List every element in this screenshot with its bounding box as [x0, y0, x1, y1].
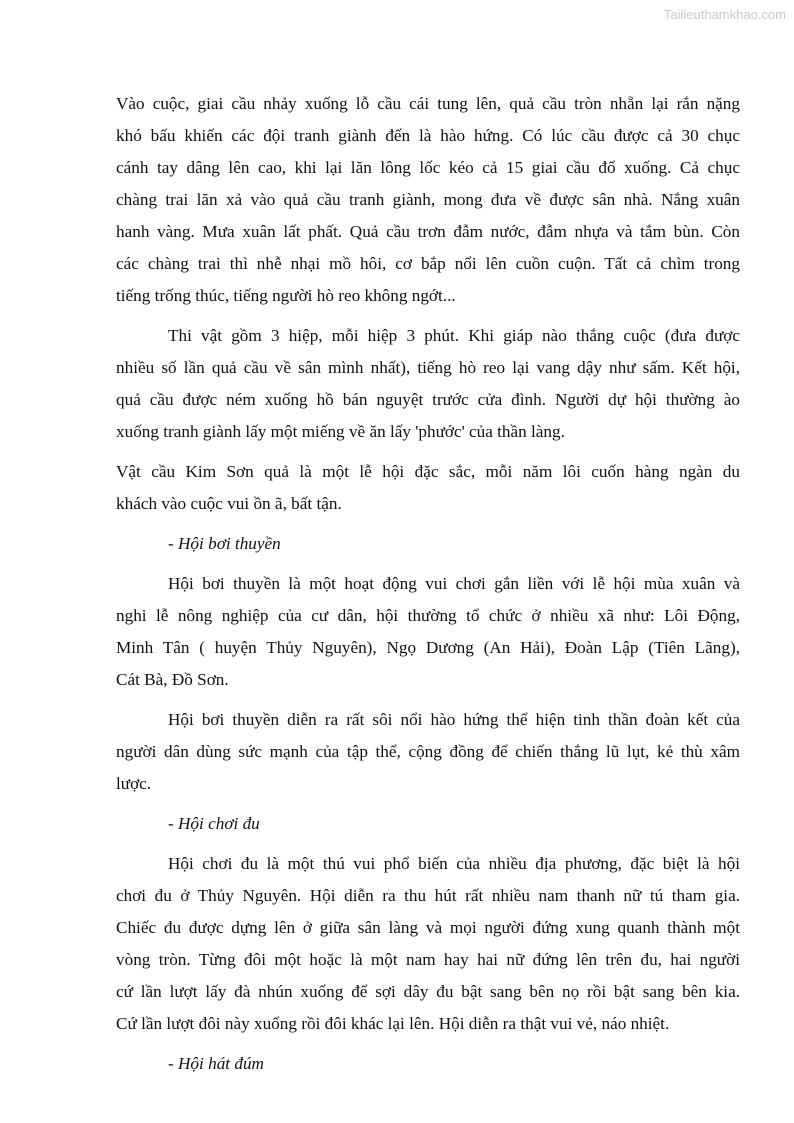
text-line: chàng trai lăn xả vào quả cầu tranh giành, mong đưa về được sân nhà. Nắng xuân: [116, 190, 740, 209]
section-heading-hoi-boi-thuyen: - Hội bơi thuyền: [168, 534, 281, 553]
text-line: khó bấu khiến các đội tranh giành đến là hào hứng. Có lúc cầu được cả 30 chục: [116, 126, 740, 145]
text-line: Hội bơi thuyền là một hoạt động vui chơi gắn liền với lễ hội mùa xuân và: [168, 574, 740, 593]
text-line: khách vào cuộc vui ồn ã, bất tận.: [116, 494, 342, 513]
paragraph-hoi-choi-du: [116, 848, 740, 1040]
text-line: Vật cầu Kim Sơn quả là một lễ hội đặc sắc, mỗi năm lôi cuốn hàng ngàn du: [116, 462, 740, 481]
text-line: nhiều số lần quả cầu về sân mình nhất), tiếng hò reo lại vang dậy như sấm. Kết hội,: [116, 358, 740, 377]
text-line: hanh vàng. Mưa xuân lất phất. Quả cầu trơn đẫm nước, đẫm nhựa và tắm bùn. Còn: [116, 222, 740, 241]
paragraph-hoi-boi-thuyen-spirit: [116, 704, 740, 800]
paragraph-vat-cau-description: [116, 88, 740, 312]
text-line: xuống tranh giành lấy một miếng về ăn lấy 'phước' của thần làng.: [116, 422, 565, 441]
text-line: Vào cuộc, giai cầu nhảy xuống lỗ cầu cái tung lên, quả cầu tròn nhẵn lại rắn nặng: [116, 94, 740, 113]
text-line: Chiếc đu được dựng lên ở giữa sân làng và mọi người đứng xung quanh thành một: [116, 918, 740, 937]
text-line: quả cầu được ném xuống hồ bán nguyệt trước cửa đình. Người dự hội thường ào: [116, 390, 740, 409]
watermark: Tailieuthamkhao.com: [663, 7, 786, 22]
text-line: Cát Bà, Đồ Sơn.: [116, 670, 229, 689]
text-line: tiếng trống thúc, tiếng người hò reo không ngớt...: [116, 286, 456, 305]
paragraph-thi-vat: [116, 320, 740, 448]
text-line: Thi vật gồm 3 hiệp, mỗi hiệp 3 phút. Khi giáp nào thắng cuộc (đưa được: [168, 326, 740, 345]
text-line: Cứ lần lượt đôi này xuống rồi đôi khác lại lên. Hội diễn ra thật vui vẻ, náo nhiệt.: [116, 1014, 670, 1033]
section-heading-hoi-hat-dum: - Hội hát đúm: [168, 1054, 264, 1073]
section-heading-hoi-choi-du: - Hội chơi đu: [168, 814, 260, 833]
text-line: người dân dùng sức mạnh của tập thể, cộng đồng để chiến thắng lũ lụt, kẻ thù xâm: [116, 742, 740, 761]
paragraph-vat-cau-kim-son: [94, 456, 740, 520]
paragraph-hoi-boi-thuyen-intro: [116, 568, 740, 696]
text-line: các chàng trai thì nhễ nhại mồ hôi, cơ bắp nổi lên cuồn cuộn. Tất cả chìm trong: [116, 254, 740, 273]
text-line: vòng tròn. Từng đôi một hoặc là một nam hay hai nữ đứng lên trên đu, hai người: [116, 950, 740, 969]
text-line: lược.: [116, 774, 152, 793]
document-page: [116, 88, 740, 1088]
text-line: chơi đu ở Thủy Nguyên. Hội diễn ra thu hút rất nhiều nam thanh nữ tú tham gia.: [116, 886, 740, 905]
text-line: cứ lần lượt lấy đà nhún xuống để sợi dây đu bật sang bên nọ rồi bật sang bên kia.: [116, 982, 740, 1001]
text-line: Hội chơi đu là một thú vui phổ biến của nhiều địa phương, đặc biệt là hội: [168, 854, 740, 873]
text-line: cánh tay dâng lên cao, khi lại lăn lông lốc kéo cả 15 giai cầu đổ xuống. Cả chục: [116, 158, 740, 177]
text-line: Hội bơi thuyền diễn ra rất sôi nổi hào hứng thể hiện tinh thần đoàn kết của: [168, 710, 740, 729]
text-line: Minh Tân ( huyện Thủy Nguyên), Ngọ Dương (An Hải), Đoàn Lập (Tiên Lãng),: [116, 638, 740, 657]
text-line: nghi lễ nông nghiệp của cư dân, hội thường tổ chức ở nhiều xã như: Lôi Động,: [116, 606, 740, 625]
